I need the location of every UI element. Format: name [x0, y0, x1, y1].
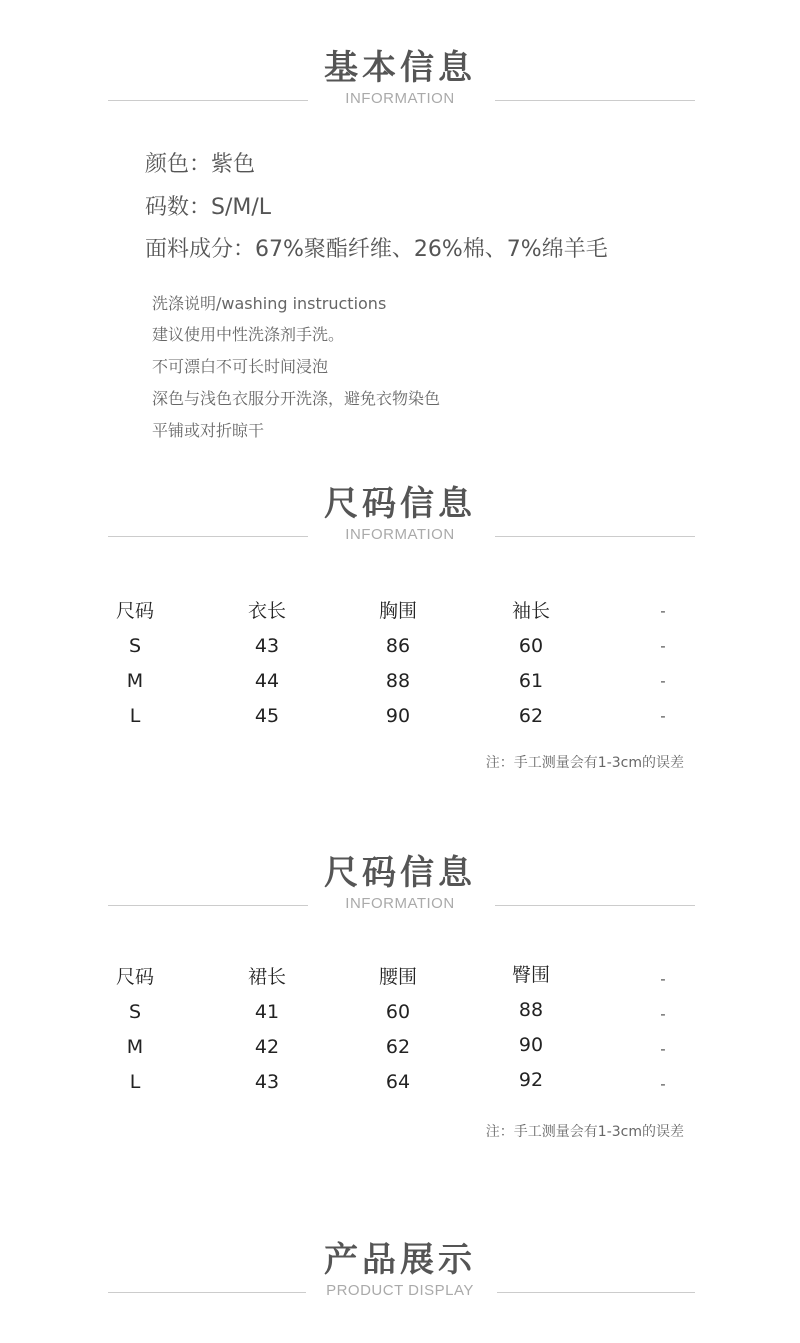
table-header: 袖长	[511, 600, 550, 622]
divider-right	[497, 1292, 695, 1293]
table-cell: -	[660, 707, 666, 725]
table-cell: -	[660, 1005, 666, 1023]
product-display-title: 产品展示	[324, 1240, 476, 1280]
divider-right	[495, 905, 695, 906]
table-cell: 60	[518, 635, 544, 657]
color-info: 颜色：紫色	[145, 152, 256, 177]
table-cell: -	[660, 1075, 666, 1093]
size-info-subtitle: INFORMATION	[345, 895, 455, 912]
size-info-header-top	[0, 484, 800, 554]
table-cell: 44	[254, 670, 280, 692]
table-header: 胸围	[378, 600, 417, 622]
product-display-subtitle: PRODUCT DISPLAY	[326, 1282, 474, 1299]
table-cell: 60	[385, 1001, 411, 1023]
divider-right	[495, 100, 695, 101]
measurement-note: 注：手工测量会有1-3cm的误差	[485, 1124, 684, 1140]
table-row	[0, 1032, 800, 1062]
measurement-note: 注：手工测量会有1-3cm的误差	[485, 755, 684, 771]
table-cell: 45	[254, 705, 280, 727]
product-display-header	[0, 1240, 800, 1310]
washing-line: 建议使用中性洗涤剂手洗。	[152, 325, 345, 344]
divider-right	[495, 536, 695, 537]
table-cell: -	[660, 1040, 666, 1058]
table-header: 尺码	[115, 600, 154, 622]
table-header: 尺码	[115, 966, 154, 988]
table-cell: 43	[254, 635, 280, 657]
table-cell: S	[128, 635, 142, 657]
table-cell: L	[129, 1071, 141, 1093]
table-header: -	[660, 970, 666, 988]
size-info-title: 尺码信息	[324, 853, 476, 893]
table-header-row	[0, 962, 800, 992]
table-header: -	[660, 602, 666, 620]
table-row	[0, 1067, 800, 1097]
table-header: 腰围	[378, 966, 417, 988]
size-info-header-bottom	[0, 853, 800, 923]
basic-info-header	[0, 48, 800, 118]
table-row	[0, 997, 800, 1027]
table-cell: S	[128, 1001, 142, 1023]
table-cell: 61	[518, 670, 544, 692]
table-cell: 64	[385, 1071, 411, 1093]
table-header: 臀围	[511, 964, 550, 986]
table-cell: 88	[518, 999, 544, 1021]
washing-line: 不可漂白不可长时间浸泡	[152, 357, 329, 376]
table-header: 裙长	[247, 966, 286, 988]
fabric-info: 面料成分：67%聚酯纤维、26%棉、7%绵羊毛	[145, 237, 608, 262]
table-cell: 62	[385, 1036, 411, 1058]
table-cell: 41	[254, 1001, 280, 1023]
table-cell: 90	[385, 705, 411, 727]
table-cell: L	[129, 705, 141, 727]
table-header-row	[0, 596, 800, 626]
table-row	[0, 701, 800, 731]
basic-info-subtitle: INFORMATION	[345, 90, 455, 107]
table-cell: 62	[518, 705, 544, 727]
table-cell: 90	[518, 1034, 544, 1056]
size-info-subtitle: INFORMATION	[345, 526, 455, 543]
table-cell: M	[126, 1036, 144, 1058]
table-cell: -	[660, 672, 666, 690]
size-info-title: 尺码信息	[324, 484, 476, 524]
washing-title: 洗涤说明/washing instructions	[152, 294, 387, 313]
table-cell: 43	[254, 1071, 280, 1093]
table-cell: -	[660, 637, 666, 655]
washing-line: 平铺或对折晾干	[152, 421, 265, 440]
table-cell: 42	[254, 1036, 280, 1058]
table-cell: 92	[518, 1069, 544, 1091]
table-row	[0, 666, 800, 696]
table-cell: 86	[385, 635, 411, 657]
table-cell: 88	[385, 670, 411, 692]
basic-info-title: 基本信息	[324, 48, 476, 88]
size-info: 码数：S/M/L	[145, 195, 272, 220]
washing-line: 深色与浅色衣服分开洗涤，避免衣物染色	[152, 389, 441, 408]
table-header: 衣长	[247, 600, 286, 622]
table-row	[0, 631, 800, 661]
table-cell: M	[126, 670, 144, 692]
